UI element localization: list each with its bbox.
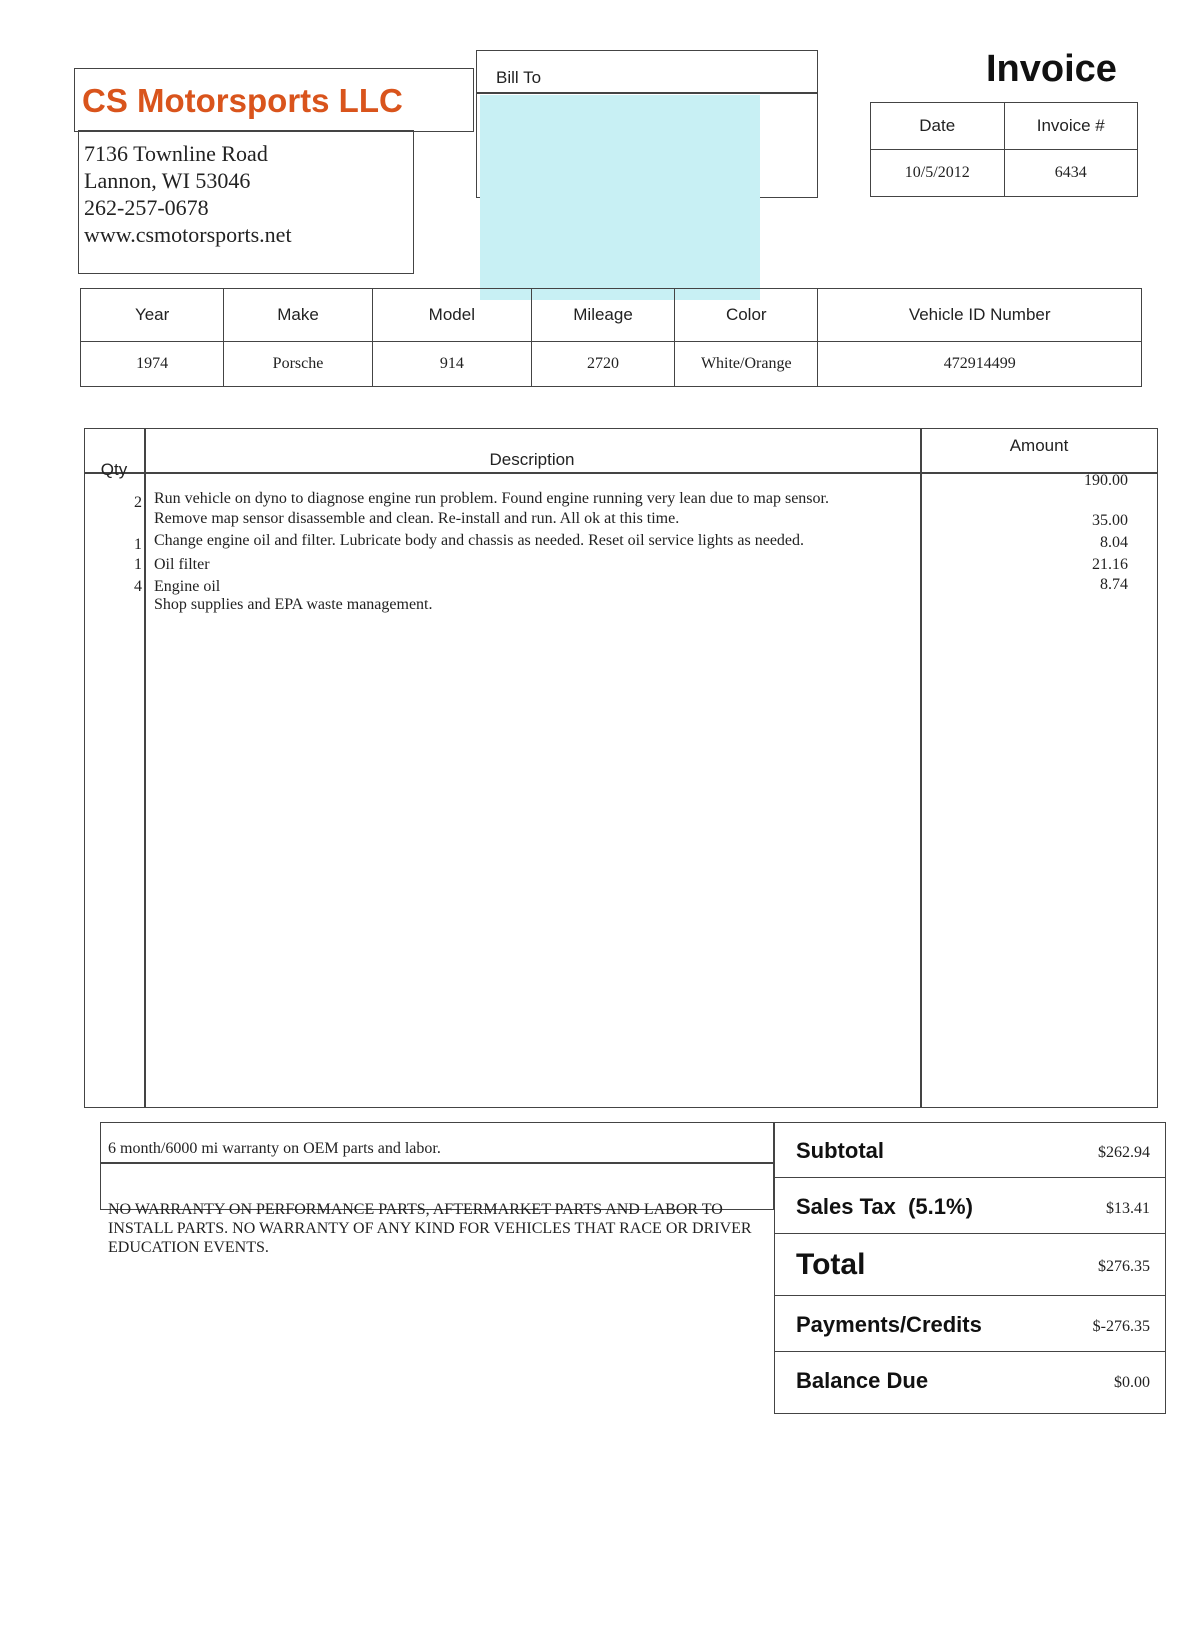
vehicle-header-row <box>81 289 1142 342</box>
line-amount: 21.16 <box>1092 556 1128 573</box>
warranty-box <box>100 1122 774 1210</box>
invoice-number: 6434 <box>1004 150 1138 197</box>
date-header: Date <box>871 103 1005 150</box>
vehicle-header-vin: Vehicle ID Number <box>818 289 1142 342</box>
vehicle-header-make: Make <box>224 289 373 342</box>
vehicle-value-row <box>81 342 1142 387</box>
line-amount: 190.00 <box>1084 472 1128 489</box>
warranty-divider <box>100 1162 774 1164</box>
payments-row <box>774 1296 1166 1352</box>
redaction-patch <box>480 95 760 300</box>
line-amount: 8.74 <box>1100 576 1128 593</box>
description-header-divider <box>144 472 920 474</box>
invoice-number-header: Invoice # <box>1004 103 1138 150</box>
line-description: Run vehicle on dyno to diagnose engine run problem. Found engine running very lean due to map sensor. <box>154 490 829 507</box>
amount-header: Amount <box>1009 436 1069 455</box>
warranty-note: 6 month/6000 mi warranty on OEM parts and labor. <box>108 1140 441 1157</box>
qty-column-divider <box>144 428 146 1108</box>
warranty-disclaimer: NO WARRANTY ON PERFORMANCE PARTS, AFTERMARKET PARTS AND LABOR TO INSTALL PARTS. NO WARRANTY OF ANY KIND FOR VEHICLES THAT RACE OR DRIVER EDUCATION EVENTS. <box>108 1201 752 1256</box>
qty-header: Qty <box>100 460 128 479</box>
sales-tax-row <box>774 1178 1166 1234</box>
balance-due-row <box>774 1352 1166 1414</box>
description-header: Description <box>489 450 575 469</box>
vehicle-year: 1974 <box>81 342 224 387</box>
line-description: Remove map sensor disassemble and clean. Re-install and run. All ok at this time. <box>154 510 680 527</box>
total-label: Total <box>796 1248 866 1281</box>
address-line1: 7136 Townline Road <box>84 141 268 166</box>
company-name: CS Motorsports LLC <box>82 82 403 119</box>
line-items-box <box>84 428 1158 1108</box>
vehicle-vin: 472914499 <box>818 342 1142 387</box>
total-value: $276.35 <box>1098 1258 1150 1275</box>
line-description: Engine oil <box>154 578 221 595</box>
balance-due-label: Balance Due <box>796 1368 929 1393</box>
vehicle-header-color: Color <box>675 289 818 342</box>
company-address <box>84 140 292 248</box>
invoice-date: 10/5/2012 <box>871 150 1005 197</box>
subtotal-label: Subtotal <box>796 1138 884 1163</box>
subtotal-row <box>774 1122 1166 1178</box>
vehicle-header-year: Year <box>81 289 224 342</box>
company-website: www.csmotorsports.net <box>84 222 292 247</box>
line-qty: 2 <box>134 494 142 511</box>
address-line2: Lannon, WI 53046 <box>84 168 251 193</box>
vehicle-make: Porsche <box>224 342 373 387</box>
company-phone: 262-257-0678 <box>84 195 209 220</box>
total-row <box>774 1234 1166 1296</box>
line-amount: 35.00 <box>1092 512 1128 529</box>
payments-value: $-276.35 <box>1092 1318 1150 1335</box>
line-description: Oil filter <box>154 556 210 573</box>
line-qty: 4 <box>134 578 142 595</box>
vehicle-model: 914 <box>372 342 531 387</box>
line-qty: 1 <box>134 556 142 573</box>
amount-column-divider <box>920 428 922 1108</box>
sales-tax-value: $13.41 <box>1106 1200 1150 1217</box>
vehicle-header-mileage: Mileage <box>531 289 674 342</box>
bill-to-label: Bill To <box>496 68 542 87</box>
invoice-date-table <box>870 102 1138 197</box>
invoice-title: Invoice <box>986 48 1117 90</box>
sales-tax-label: Sales Tax (5.1%) <box>796 1194 973 1219</box>
line-description: Shop supplies and EPA waste management. <box>154 596 433 613</box>
line-qty: 1 <box>134 536 142 553</box>
vehicle-table <box>80 288 1142 387</box>
balance-due-value: $0.00 <box>1114 1374 1150 1391</box>
vehicle-header-model: Model <box>372 289 531 342</box>
line-amount: 8.04 <box>1100 534 1128 551</box>
subtotal-value: $262.94 <box>1098 1144 1150 1161</box>
vehicle-color: White/Orange <box>675 342 818 387</box>
bill-to-divider <box>476 92 818 94</box>
line-description: Change engine oil and filter. Lubricate body and chassis as needed. Reset oil service lights as needed. <box>154 532 805 549</box>
payments-label: Payments/Credits <box>796 1312 982 1337</box>
vehicle-mileage: 2720 <box>531 342 674 387</box>
